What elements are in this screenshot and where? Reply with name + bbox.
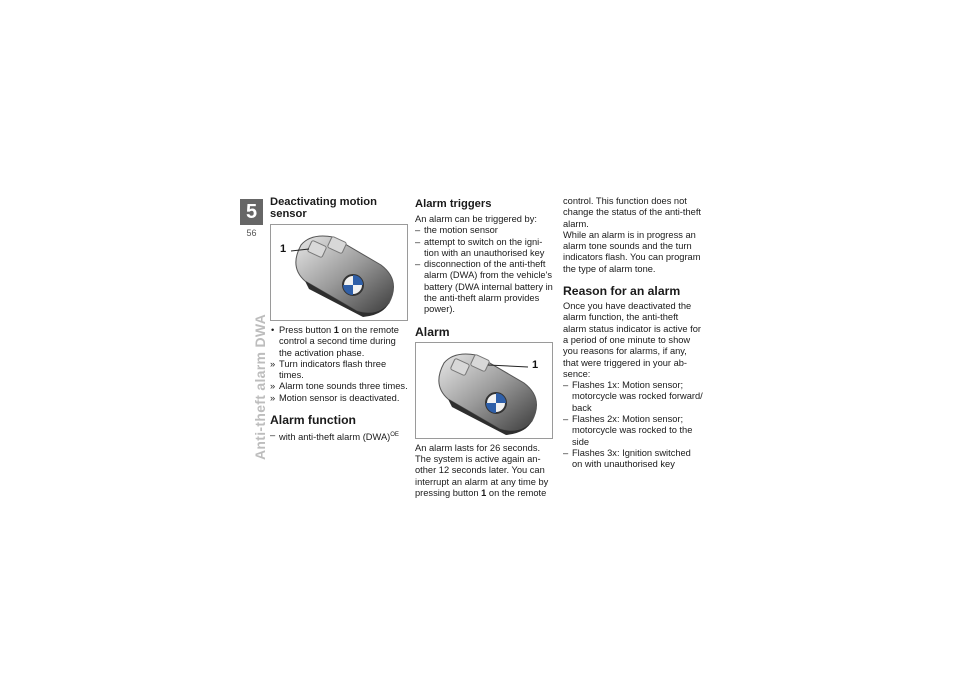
list-item: – Flashes 3x: Ignition switched on with unauthorised key [563, 448, 703, 471]
alarm-triggers-list [415, 225, 555, 315]
page-number: 56 [246, 228, 257, 238]
list-item: – disconnection of the anti-theft alarm (DWA) from the vehicle's battery (DWA internal battery in the anti-theft alarm provides power). [415, 259, 555, 315]
list-item-text: with anti-theft alarm (DWA) [279, 432, 391, 443]
step-text: Press button [279, 325, 334, 335]
step-item [270, 325, 410, 359]
heading-alarm: Alarm [415, 324, 450, 339]
remote-control-figure-1 [270, 224, 408, 321]
result-item: » Motion sensor is deactivated. [270, 393, 410, 404]
paragraph-text: on the remote [486, 487, 547, 498]
button-number-ref: 1 [481, 487, 487, 498]
heading-reason-for-alarm: Reason for an alarm [563, 284, 681, 299]
heading-alarm-triggers: Alarm triggers [415, 198, 492, 210]
alarm-function-list [270, 430, 410, 443]
chapter-number-badge: 5 [240, 199, 263, 225]
paragraph-text: An alarm lasts for 26 seconds. The system is active again an-other 12 seconds later. You can interrupt an alarm at any time by pressing button [415, 442, 549, 498]
list-item: – Flashes 2x: Motion sensor; motorcycle was rocked to the side [563, 414, 703, 448]
steps-list [270, 325, 410, 404]
list-item: – Flashes 1x: Motion sensor; motorcycle was rocked forward/ back [563, 380, 703, 414]
oe-superscript: OE [390, 432, 399, 439]
column-3 [563, 196, 703, 471]
remote-key-fob-illustration [416, 343, 552, 438]
side-chapter-title: Anti-theft alarm DWA [252, 314, 268, 460]
figure-callout-1: 1 [532, 358, 539, 371]
alarm-duration-paragraph [415, 443, 555, 499]
column-1 [270, 196, 410, 443]
paragraph-remote-control: control. This function does not change the status of the anti-theft alarm. [563, 196, 701, 229]
heading-deactivating-motion-sensor: Deactivating motion sensor [270, 196, 377, 220]
flash-codes-list [563, 380, 703, 470]
result-item: » Turn indicators flash three times. [270, 359, 410, 382]
paragraph-alarm-in-progress: While an alarm is in progress an alarm tone sounds and the turn indicators flash. You can program the type of alarm tone. [563, 229, 701, 274]
button-number-ref: 1 [333, 325, 339, 335]
heading-alarm-function: Alarm function [270, 413, 356, 428]
paragraph-reason: Once you have deactivated the alarm function, the anti-theft alarm status indicator is active for a period of one minute to show you reasons for alarms, if any, that were triggered in your ab-sence: [563, 301, 701, 379]
column-2 [415, 196, 555, 499]
figure-callout-1: 1 [280, 243, 287, 255]
list-item: – attempt to switch on the igni-tion with an unauthorised key [415, 237, 555, 260]
list-item: – the motion sensor [415, 225, 555, 236]
remote-control-figure-2 [415, 342, 553, 439]
list-item [270, 430, 410, 443]
remote-key-fob-illustration [271, 225, 407, 320]
alarm-triggers-intro: An alarm can be triggered by: [415, 214, 537, 224]
result-item: » Alarm tone sounds three times. [270, 381, 410, 392]
step-text: on the remote control a second time during the activation phase. [279, 325, 399, 358]
